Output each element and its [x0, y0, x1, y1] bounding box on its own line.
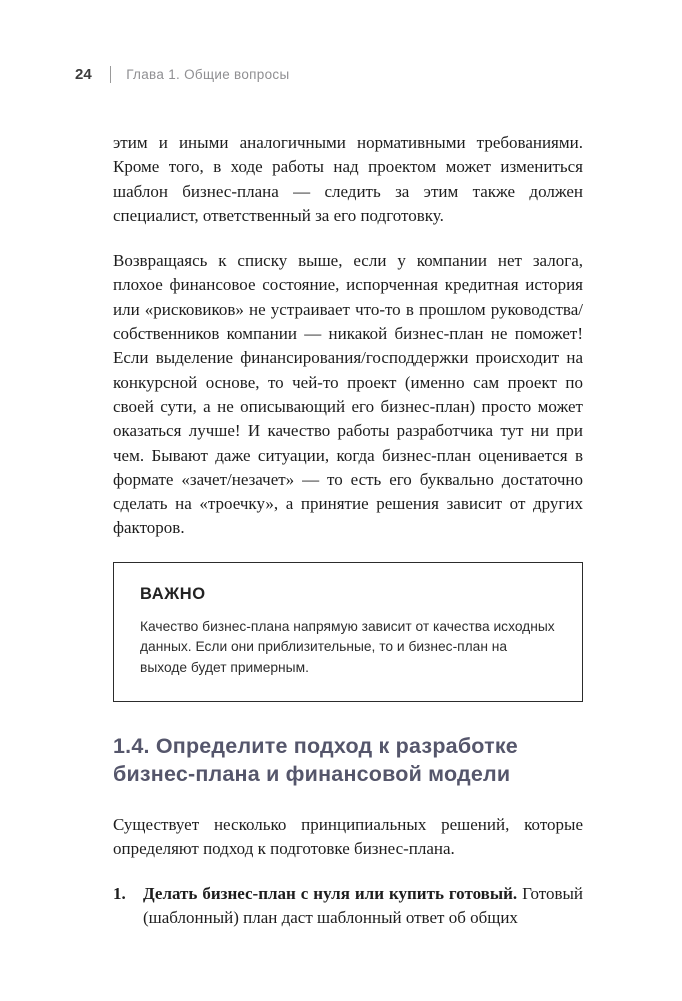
page-number: 24 [75, 66, 92, 83]
list-item-1 [113, 882, 583, 931]
numbered-list [113, 882, 583, 931]
important-box-text: Качество бизнес-плана напрямую зависит от качества исходных данных. Если они приблизительные, то и бизнес-план на выходе будет примерным. [140, 618, 555, 676]
list-item-1-rest: Готовый (шаблонный) план даст шаблонный ответ об общих [143, 884, 583, 928]
header-divider [110, 66, 112, 83]
list-item-1-marker: 1. [113, 884, 126, 904]
section-heading-1-4: 1.4. Определите подход к разработке бизнес-плана и финансовой модели [113, 733, 518, 787]
important-box-title: ВАЖНО [140, 584, 206, 603]
paragraph-2: Возвращаясь к списку выше, если у компании нет залога, плохое финансовое состояние, испорченная кредитная история или «рисковиков» не устраивает что-то в прошлом руководства/собственников компании — никакой бизнес-план не поможет! Если выделение финансирования/господдержки происходит на конкурсной основе, то чей-то проект (именно сам проект по своей сути, а не описывающий его бизнес-план) просто может оказаться лучше! И качество работы разработчика тут ни при чем. Бывают даже ситуации, когда бизнес-план оценивается в формате «зачет/незачет» — то есть его буквально достаточно сделать на «троечку», а принятие решения зависит от других факторов. [113, 251, 583, 538]
paragraph-1: этим и иными аналогичными нормативными требованиями. Кроме того, в ходе работы над проектом может измениться шаблон бизнес-плана — следить за этим также должен специалист, ответственный за его подготовку. [113, 133, 583, 225]
chapter-title: Глава 1. Общие вопросы [126, 67, 290, 82]
text-column [113, 131, 583, 931]
running-header [75, 66, 607, 83]
paragraph-3: Существует несколько принципиальных решений, которые определяют подход к подготовке бизнес-плана. [113, 814, 583, 858]
list-item-1-bold: Делать бизнес-план с нуля или купить готовый. [143, 884, 518, 904]
list-item-1-text [143, 882, 583, 931]
important-callout-box [113, 562, 583, 702]
